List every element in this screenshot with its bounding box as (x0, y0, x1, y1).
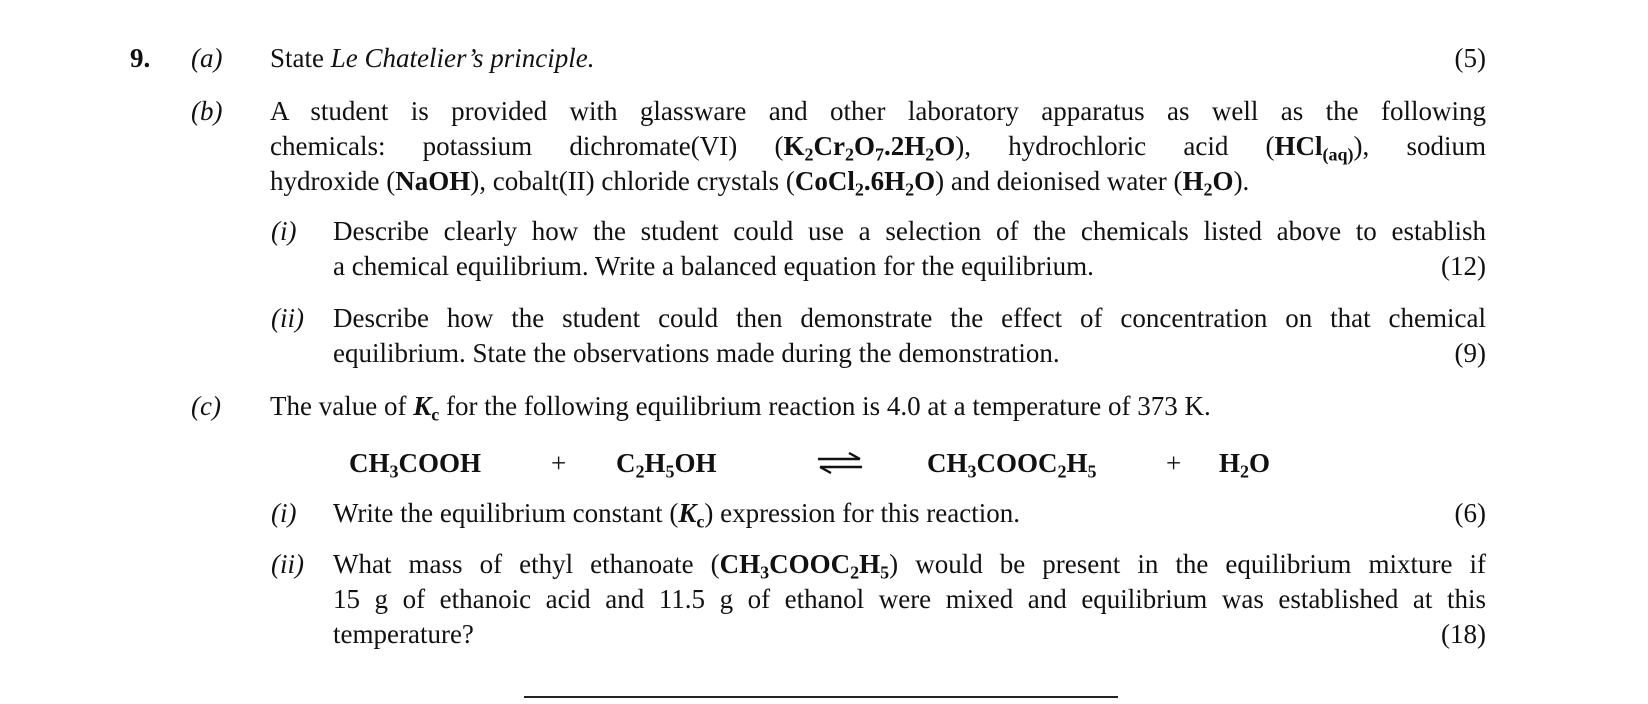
part-b-ii-line1: Describe how the student could then demonstrate the effect of concentration on that chemical (333, 303, 1486, 333)
part-c-text1: The value of (270, 391, 414, 421)
part-b-label: (b) (191, 96, 223, 126)
reactant-ethanoic-acid: $CH_3COOH$ (349, 448, 482, 482)
part-c-text2: for the following equilibrium reaction is 4.0 at a temperature of 373 K. (439, 391, 1211, 421)
reactant-ethanol: $C_2H_5OH$ (616, 448, 717, 482)
equilibrium-arrows-icon (816, 452, 864, 474)
part-b-i-line2: a chemical equilibrium. Write a balanced equation for the equilibrium. (333, 251, 1094, 281)
kc-subscript: c (431, 404, 440, 425)
formula-potassium-dichromate: $K_2Cr_2O_7.2H_2O$ (783, 131, 956, 165)
bottom-divider (524, 696, 1118, 698)
question-number: 9. (130, 43, 151, 73)
formula-cobalt-chloride: $CoCl_2.6H_2O$ (794, 166, 936, 200)
formula-hydrochloric-acid: HCl$_{(aq)}$ (1274, 131, 1354, 165)
part-b-line3-text3: ) and deionised water ( (935, 166, 1183, 196)
part-c-label: (c) (191, 391, 221, 421)
part-c-i-text2: ) expression for this reaction. (704, 498, 1020, 528)
part-c-ii-line2: 15 g of ethanoic acid and 11.5 g of ethanol were mixed and equilibrium was established at this (333, 584, 1486, 614)
kc-symbol: K (413, 391, 432, 421)
formula-sodium-hydroxide: NaOH (395, 166, 471, 196)
part-b-line3 (270, 164, 1249, 199)
kc-symbol-2: K (678, 498, 697, 528)
part-b-line2-text1: chemicals: potassium dichromate(VI) ( (270, 131, 784, 161)
part-a-italic: Le Chatelier’s principle. (330, 43, 595, 73)
part-c-ii-line1-text2: ) would be present in the equilibrium mixture if (889, 549, 1486, 579)
product-ethyl-ethanoate: $CH_3COOC_2H_5$ (927, 448, 1097, 482)
part-b-line2 (270, 129, 1486, 164)
part-b-i-line1: Describe clearly how the student could use a selection of the chemicals listed above to establish (333, 216, 1486, 246)
equation-plus-1: + (551, 448, 567, 478)
part-b-line3-text4: ). (1233, 166, 1250, 196)
part-b-ii-marks: (9) (1454, 338, 1486, 368)
part-b-line2-text3: ), sodium (1353, 131, 1486, 161)
part-b-ii-line2: equilibrium. State the observations made during the demonstration. (333, 338, 1060, 368)
equation-plus-2: + (1166, 448, 1182, 478)
product-water: $H_2O$ (1219, 448, 1271, 482)
part-c-i-text1: Write the equilibrium constant ( (333, 498, 679, 528)
part-a-label: (a) (191, 43, 223, 73)
part-b-line1: A student is provided with glassware and other laboratory apparatus as well as the following (270, 96, 1486, 126)
part-c-ii-line1 (333, 547, 1486, 582)
part-a-prefix: State (270, 43, 331, 73)
formula-water: $H_2O$ (1182, 166, 1234, 200)
part-b-line3-text1: hydroxide ( (270, 166, 396, 196)
part-c-i-label: (i) (271, 498, 297, 528)
part-b-i-label: (i) (271, 216, 297, 246)
part-b-line3-text2: ), cobalt(II) chloride crystals ( (470, 166, 795, 196)
part-c-text (270, 389, 1211, 424)
part-c-ii-line1-text1: What mass of ethyl ethanoate ( (333, 549, 720, 579)
formula-ethyl-ethanoate: $CH_3COOC_2H_5$ (719, 549, 890, 583)
part-c-i-text (333, 496, 1020, 531)
part-c-ii-label: (ii) (271, 549, 304, 579)
part-a-text (270, 41, 595, 76)
part-b-i-marks: (12) (1441, 251, 1486, 281)
part-c-ii-line3: temperature? (333, 619, 474, 649)
part-b-ii-label: (ii) (271, 303, 304, 333)
part-c-ii-marks: (18) (1441, 619, 1486, 649)
kc-subscript-2: c (696, 511, 705, 532)
part-c-i-marks: (6) (1454, 498, 1486, 528)
part-a-marks: (5) (1454, 43, 1486, 73)
part-b-line2-text2: ), hydrochloric acid ( (955, 131, 1275, 161)
